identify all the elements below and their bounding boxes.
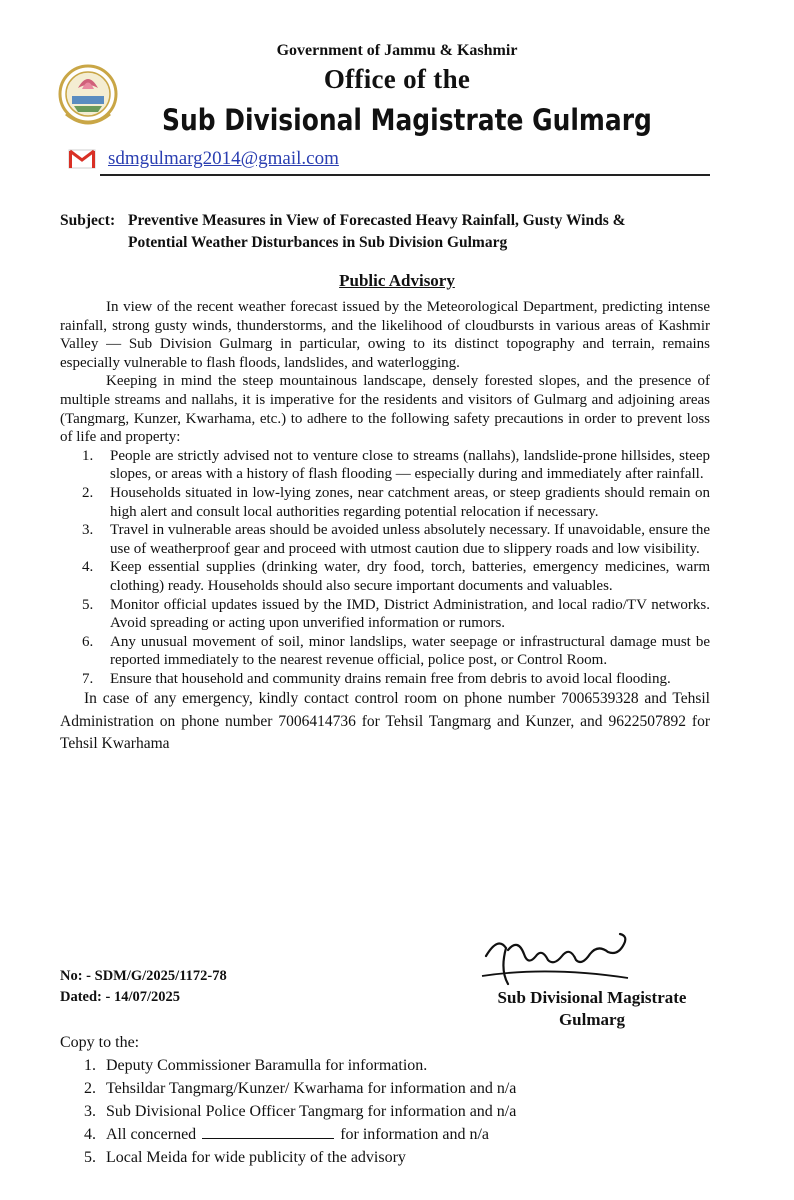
government-heading: Government of Jammu & Kashmir	[276, 42, 518, 59]
list-item: 1. Deputy Commissioner Baramulla for information.	[84, 1057, 428, 1074]
gmail-envelope-icon	[68, 149, 96, 169]
paragraph-precautions: Keeping in mind the steep mountainous landscape, densely forested slopes, and the presence of multiple streams and nallahs, it is imperative for the residents and visitors of Gulmarg and adjoining areas (Tangmarg, Kunzer, Kwarhama, etc.) to adhere to the following safety precautions in order to prevent loss of life and property:	[60, 373, 710, 446]
subject-label: Subject:	[60, 212, 116, 229]
advisory-body	[60, 298, 710, 756]
list-item: 3. Sub Divisional Police Officer Tangmarg for information and n/a	[84, 1103, 517, 1120]
copy-list	[60, 1054, 516, 1169]
email-row	[68, 148, 339, 170]
signatory-location: Gulmarg	[558, 1010, 626, 1029]
signatory-block	[472, 987, 712, 1031]
list-item: 5. Local Meida for wide publicity of the advisory	[84, 1149, 406, 1166]
subject-line-2: Potential Weather Disturbances in Sub Division Gulmarg	[128, 234, 508, 251]
paragraph-forecast: In view of the recent weather forecast issued by the Meteorological Department, predicting intense rainfall, strong gusty winds, thunderstorms, and the likelihood of cloudbursts in various areas of Kashmir Valley — Sub Division Gulmarg in particular, owing to its distinct topography and terrain, remains especially vulnerable to flash floods, landslides, and waterlogging.	[60, 299, 710, 371]
handwritten-signature-icon	[478, 926, 658, 996]
list-item: 2. Households situated in low-lying zones, near catchment areas, or steep gradients should remain on high alert and consult local authorities regarding potential relocation if necessary.	[82, 484, 710, 520]
emergency-contacts: In case of any emergency, kindly contact control room on phone number 7006539328 and Tehsil Administration on phone number 7006414736 for Tehsil Tangmarg and Kunzer, and 9622507892 for Tehsil Kwarhama	[60, 690, 710, 753]
list-item: 1. People are strictly advised not to venture close to streams (nallahs), landslide-prone hillsides, steep slopes, or areas with a history of flash flooding — especially during and immediately after rainfall.	[82, 447, 710, 483]
reference-number: No: - SDM/G/2025/1172-78	[60, 968, 227, 984]
header-divider	[100, 174, 710, 176]
reference-date: Dated: - 14/07/2025	[60, 989, 181, 1005]
list-item: 4. Keep essential supplies (drinking water, dry food, torch, batteries, emergency medicines, warm clothing) ready. Households should also secure important documents and valuables.	[82, 559, 710, 594]
email-link[interactable]: sdmgulmarg2014@gmail.com	[108, 148, 339, 169]
list-item: 6. Any unusual movement of soil, minor landslips, water seepage or infrastructural damage must be reported immediately to the nearest revenue official, police post, or Control Room.	[82, 633, 710, 669]
list-item: 5. Monitor official updates issued by the IMD, District Administration, and local radio/TV networks. Avoid spreading or acting upon unverified information or rumors.	[82, 596, 710, 632]
copy-to-block	[60, 1031, 516, 1169]
precautions-list	[60, 447, 710, 689]
copy-heading: Copy to the:	[60, 1034, 140, 1051]
list-item: 4. All concerned for information and n/a	[84, 1126, 490, 1143]
reference-block	[60, 966, 227, 1008]
office-heading: Office of the	[323, 64, 471, 94]
list-item: 2. Tehsildar Tangmarg/Kunzer/ Kwarhama for information and n/a	[84, 1080, 517, 1097]
subject-line-1: Preventive Measures in View of Forecasted Heavy Rainfall, Gusty Winds &	[128, 212, 626, 229]
blank-underline	[202, 1124, 334, 1139]
list-item: 3. Travel in vulnerable areas should be avoided unless absolutely necessary. If unavoidable, ensure the use of weatherproof gear and proceed with utmost caution due to slippery roads and low visibility.	[82, 522, 710, 557]
list-item: 7. Ensure that household and community drains remain free from debris to avoid local flooding.	[82, 670, 671, 687]
advisory-title: Public Advisory	[339, 271, 455, 290]
subject-block	[60, 210, 710, 254]
signatory-designation: Sub Divisional Magistrate	[497, 988, 687, 1007]
office-title: Sub Divisional Magistrate Gulmarg	[162, 103, 652, 137]
